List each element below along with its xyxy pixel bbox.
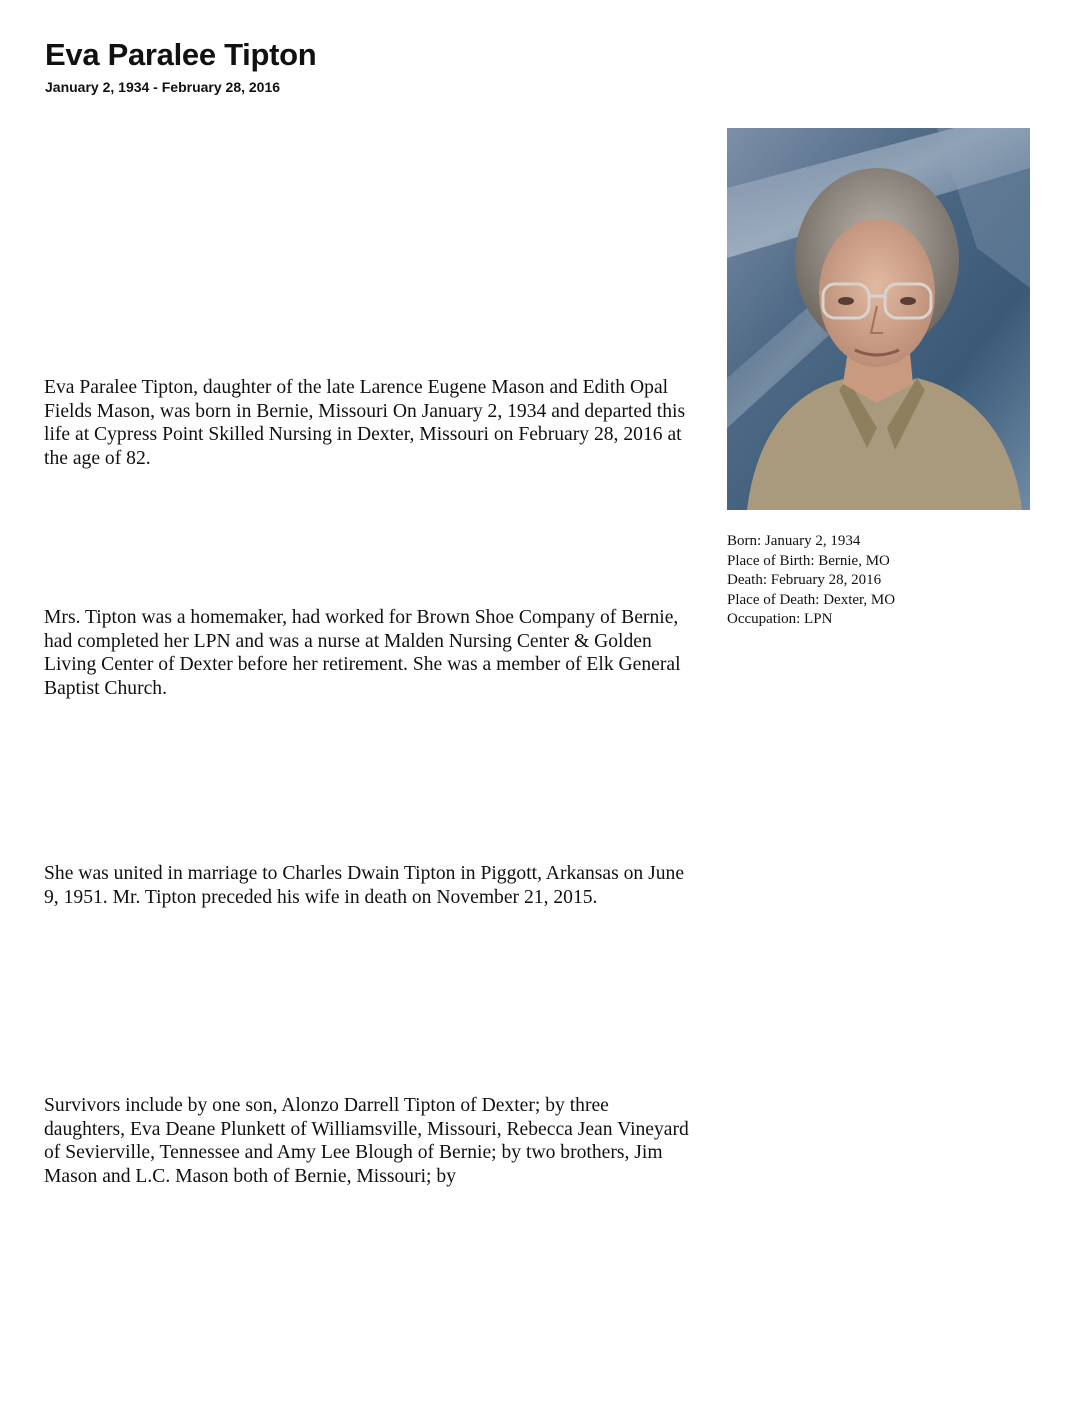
fact-born: Born: January 2, 1934 [727, 533, 861, 549]
page-title: Eva Paralee Tipton [45, 37, 317, 72]
fact-place-of-death: Place of Death: Dexter, MO [727, 591, 896, 608]
obituary-paragraph-3: She was united in marriage to Charles Dwain Tipton in Piggott, Arkansas on June 9, 1951. Mr. Tipton preceded his wife in death on November 21, 2015. [44, 863, 685, 908]
fact-death: Death: February 28, 2016 [727, 572, 882, 589]
fact-occupation: Occupation: LPN [727, 611, 833, 628]
obituary-paragraph-2: Mrs. Tipton was a homemaker, had worked for Brown Shoe Company of Bernie, had completed her LPN and was a nurse at Malden Nursing Center & Golden Living Center of Dexter before her retirement. She was a member of Elk General Baptist Church. [44, 607, 681, 699]
obituary-paragraph-4: Survivors include by one son, Alonzo Darrell Tipton of Dexter; by three daughters, Eva Deane Plunkett of Williamsville, Missouri, Rebecca Jean Vineyard of Sevierville, Tennessee and Amy Lee Blough of Bernie; by two brothers, Jim Mason and L.C. Mason both of Bernie, Missouri; by [44, 1095, 689, 1187]
life-dates: January 2, 1934 - February 28, 2016 [45, 79, 281, 95]
portrait-photo [727, 128, 1030, 510]
vital-facts [727, 532, 1057, 630]
fact-place-of-birth: Place of Birth: Bernie, MO [727, 552, 890, 569]
obituary-paragraph-1: Eva Paralee Tipton, daughter of the late Larence Eugene Mason and Edith Opal Fields Mason, was born in Bernie, Missouri On January 2, 1934 and departed this life at Cypress Point Skilled Nursing in Dexter, Missouri on February 28, 2016 at the age of 82. [44, 377, 686, 469]
